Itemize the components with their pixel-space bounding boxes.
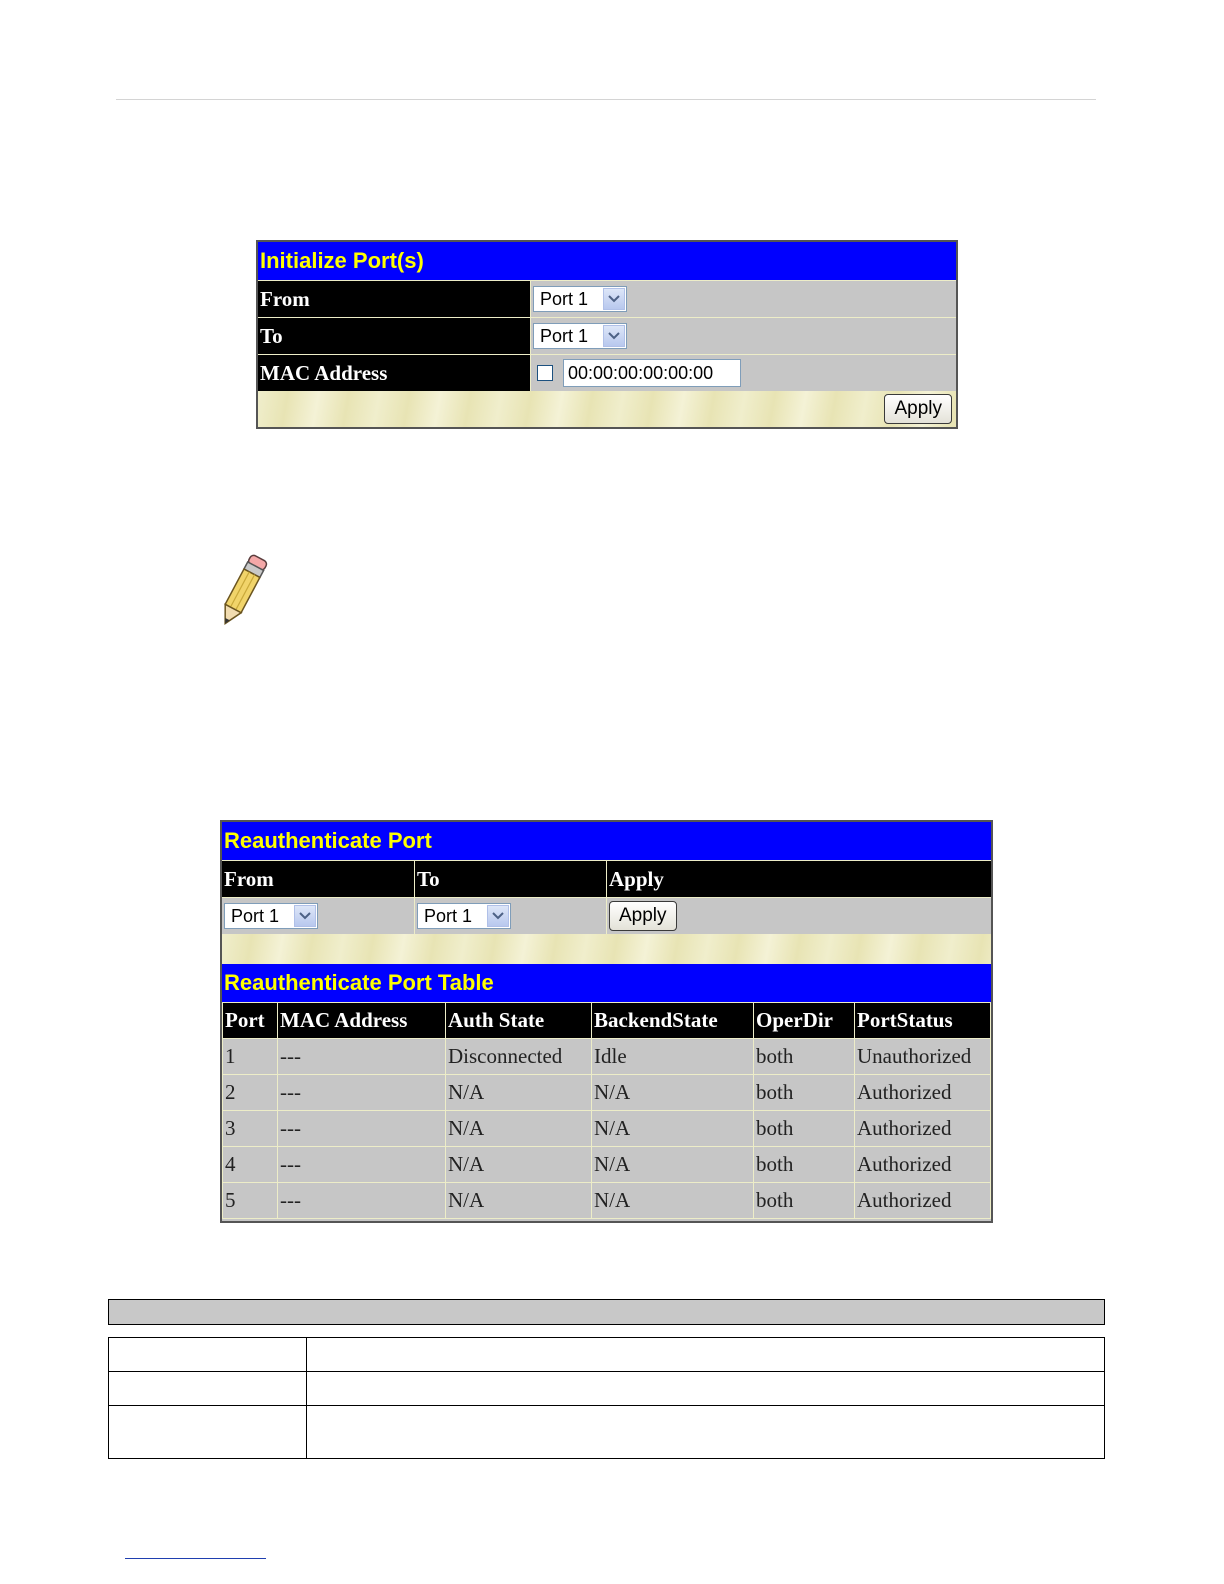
chevron-down-icon — [603, 325, 625, 347]
cell: 5 — [223, 1183, 278, 1219]
chevron-down-icon — [294, 905, 316, 927]
footer-link-underline — [125, 1558, 266, 1559]
mac-address-checkbox[interactable] — [537, 365, 553, 381]
mac-address-input[interactable]: 00:00:00:00:00:00 — [563, 359, 741, 387]
panel-title: Initialize Port(s) — [258, 242, 956, 280]
table-row — [223, 1147, 991, 1183]
parameter-cell — [109, 1372, 307, 1406]
table-row — [109, 1406, 1105, 1459]
cell: --- — [278, 1111, 446, 1147]
to-port-select[interactable]: Port 1 — [417, 903, 511, 929]
cell: --- — [278, 1075, 446, 1111]
cell: --- — [278, 1147, 446, 1183]
from-port-select[interactable]: Port 1 — [533, 286, 627, 312]
cell: N/A — [446, 1147, 592, 1183]
cell: Authorized — [855, 1183, 991, 1219]
col-header: Port — [223, 1003, 278, 1039]
parameter-cell — [109, 1338, 307, 1372]
cell: both — [754, 1111, 855, 1147]
col-header: MAC Address — [278, 1003, 446, 1039]
cell: both — [754, 1183, 855, 1219]
pencil-note-icon — [212, 548, 274, 632]
from-label: From — [258, 281, 530, 317]
cell: N/A — [446, 1183, 592, 1219]
cell: N/A — [592, 1075, 754, 1111]
col-header: BackendState — [592, 1003, 754, 1039]
table-row — [223, 1111, 991, 1147]
col-header: Auth State — [446, 1003, 592, 1039]
to-header: To — [414, 861, 606, 897]
from-header: From — [222, 861, 414, 897]
col-header: OperDir — [754, 1003, 855, 1039]
parameter-table-header — [108, 1299, 1105, 1325]
parameter-cell — [109, 1406, 307, 1459]
top-divider — [116, 99, 1096, 100]
cell: --- — [278, 1183, 446, 1219]
panel-title: Reauthenticate Port — [222, 822, 991, 860]
cell: Authorized — [855, 1111, 991, 1147]
description-cell — [307, 1372, 1105, 1406]
chevron-down-icon — [487, 905, 509, 927]
col-header: PortStatus — [855, 1003, 991, 1039]
cell: Authorized — [855, 1075, 991, 1111]
cell: N/A — [446, 1111, 592, 1147]
to-label: To — [258, 318, 530, 354]
cell: N/A — [592, 1147, 754, 1183]
apply-button[interactable]: Apply — [884, 394, 952, 424]
apply-header: Apply — [606, 861, 991, 897]
table-row — [109, 1338, 1105, 1372]
cell: --- — [278, 1039, 446, 1075]
cell: 3 — [223, 1111, 278, 1147]
table-row — [223, 1183, 991, 1219]
cell: both — [754, 1147, 855, 1183]
description-cell — [307, 1406, 1105, 1459]
cell: 4 — [223, 1147, 278, 1183]
cell: N/A — [446, 1075, 592, 1111]
apply-button[interactable]: Apply — [609, 901, 677, 931]
description-cell — [307, 1338, 1105, 1372]
table-row — [223, 1075, 991, 1111]
to-port-select[interactable]: Port 1 — [533, 323, 627, 349]
initialize-ports-panel — [256, 240, 958, 429]
chevron-down-icon — [603, 288, 625, 310]
mac-address-label: MAC Address — [258, 355, 530, 391]
table-row — [223, 1039, 991, 1075]
cell: N/A — [592, 1111, 754, 1147]
parameter-description-table — [108, 1337, 1105, 1459]
decorative-ribbon — [222, 934, 991, 964]
cell: both — [754, 1039, 855, 1075]
cell: 1 — [223, 1039, 278, 1075]
cell: 2 — [223, 1075, 278, 1111]
cell: Idle — [592, 1039, 754, 1075]
from-port-select[interactable]: Port 1 — [224, 903, 318, 929]
cell: both — [754, 1075, 855, 1111]
reauthenticate-port-table — [222, 1002, 991, 1219]
cell: Unauthorized — [855, 1039, 991, 1075]
table-row — [109, 1372, 1105, 1406]
cell: Disconnected — [446, 1039, 592, 1075]
cell: Authorized — [855, 1147, 991, 1183]
cell: N/A — [592, 1183, 754, 1219]
reauthenticate-port-panel — [220, 820, 993, 1223]
table-title: Reauthenticate Port Table — [222, 964, 991, 1002]
